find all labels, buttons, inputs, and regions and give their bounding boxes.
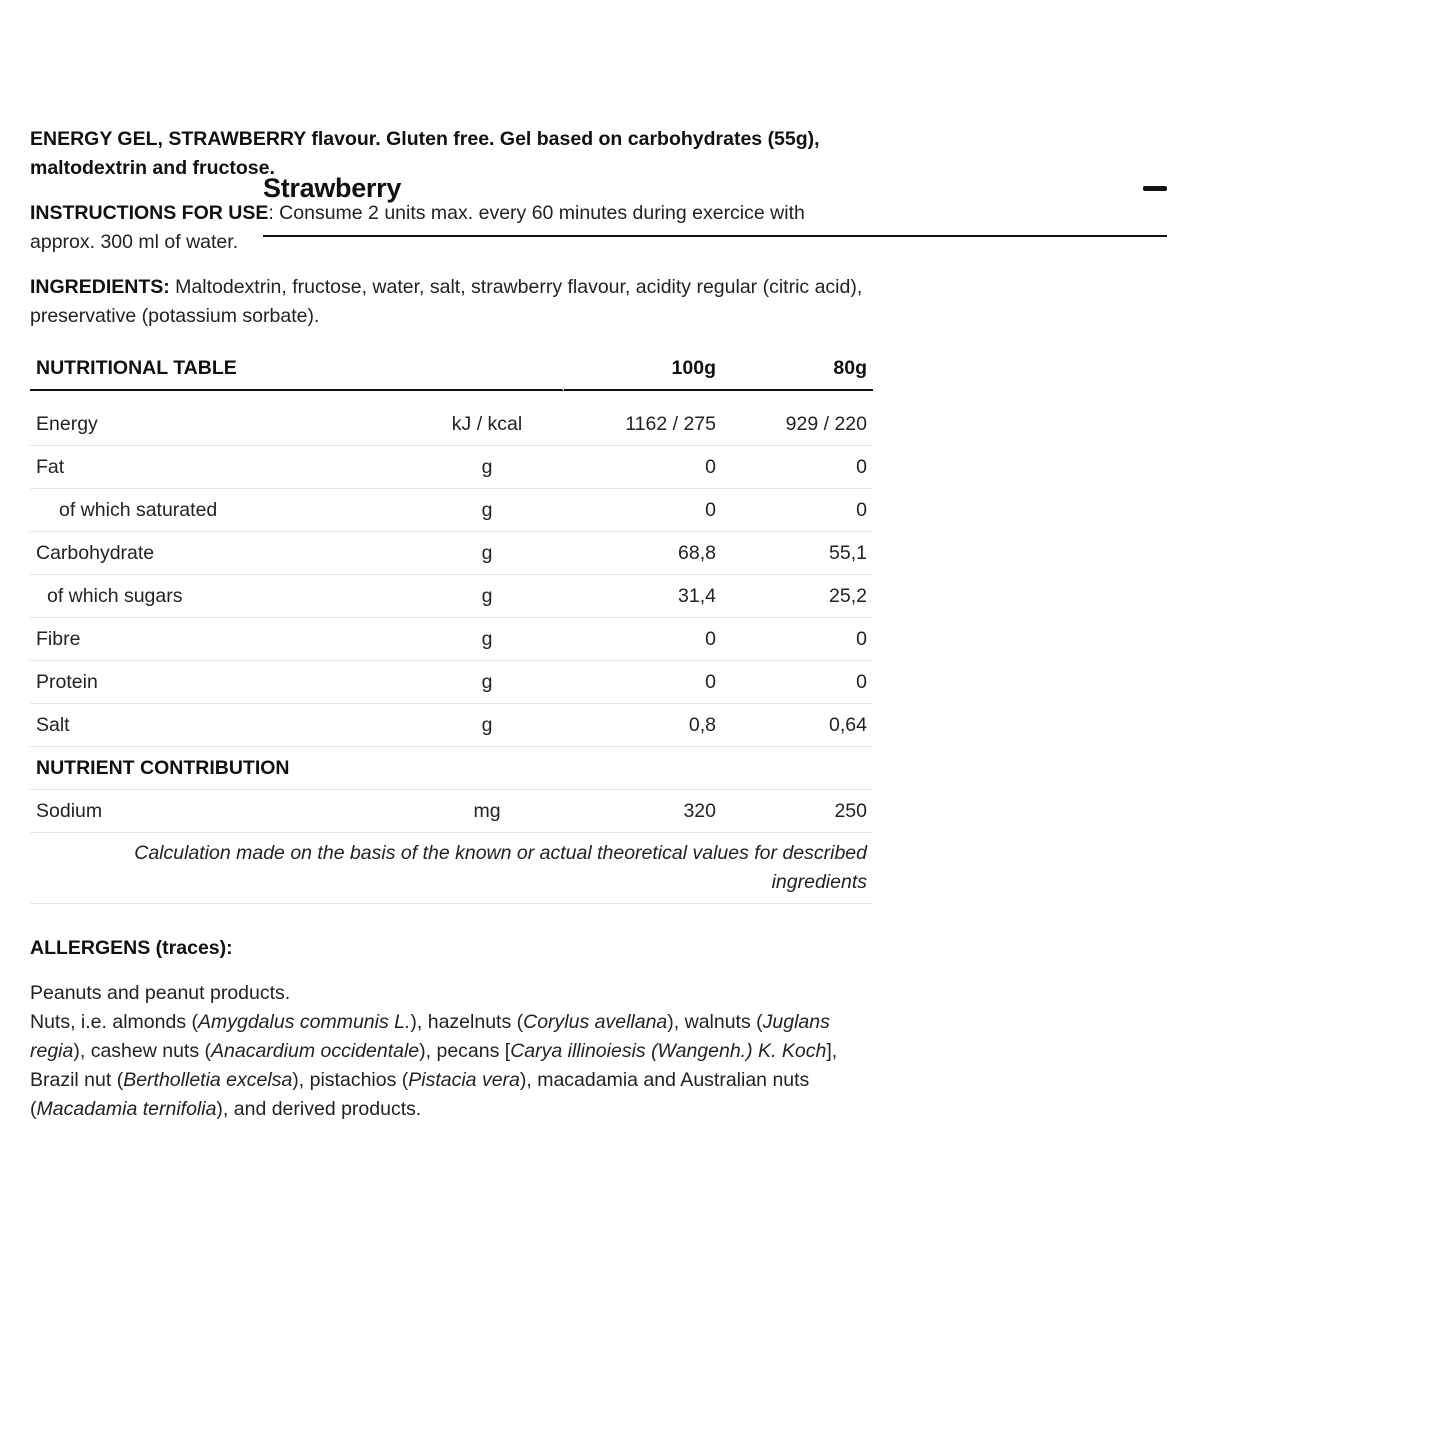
latin-name: Pistacia vera: [408, 1069, 520, 1091]
allergen-text: ], Brazil nut (: [30, 1040, 838, 1091]
nutrient-unit: kJ / kcal: [410, 391, 564, 446]
value-80g: 25,2: [722, 575, 873, 618]
nutrient-unit: g: [410, 532, 564, 575]
allergens-heading: ALLERGENS (traces):: [30, 937, 233, 959]
nutrient-unit: g: [410, 489, 564, 532]
allergen-text: ), cashew nuts (: [73, 1040, 212, 1062]
allergens-line-nuts: [30, 1008, 873, 1124]
value-80g: 0,64: [722, 704, 873, 747]
subheader-row: [30, 747, 873, 790]
accordion-title: Strawberry: [263, 173, 402, 203]
nutrient-name: of which saturated: [30, 489, 410, 532]
nutrient-unit: mg: [410, 790, 564, 833]
column-header-80g: 80g: [722, 347, 873, 391]
nutrient-unit: g: [410, 661, 564, 704]
value-80g: 0: [722, 618, 873, 661]
nutrient-unit: g: [410, 618, 564, 661]
nutrient-unit: g: [410, 446, 564, 489]
allergens-text: [30, 979, 873, 1124]
table-header-row: [30, 347, 873, 391]
allergen-text: ), macadamia and Australian nuts (: [30, 1069, 810, 1120]
allergens-line-peanuts: Peanuts and peanut products.: [30, 982, 291, 1004]
value-100g: 1162 / 275: [564, 391, 722, 446]
nutrient-name: Carbohydrate: [30, 532, 410, 575]
table-row: [30, 790, 873, 833]
allergen-text: ), pecans [: [419, 1040, 511, 1062]
table-row: [30, 446, 873, 489]
product-description: ENERGY GEL, STRAWBERRY flavour. Gluten free. Gel based on carbohydrates (55g), maltodextrin and fructose.: [30, 128, 820, 179]
value-100g: 0: [564, 618, 722, 661]
latin-name: Anacardium occidentale: [211, 1040, 420, 1062]
allergen-text: ), walnuts (: [667, 1011, 763, 1033]
instructions-label: INSTRUCTIONS FOR USE: [30, 202, 269, 224]
latin-name: Carya illinoiesis (Wangenh.) K. Koch: [510, 1040, 827, 1062]
latin-name: Bertholletia excelsa: [123, 1069, 293, 1091]
table-row: [30, 391, 873, 446]
value-80g: 250: [722, 790, 873, 833]
value-100g: 0: [564, 489, 722, 532]
instructions: [30, 199, 873, 257]
latin-name: Juglans regia: [30, 1011, 830, 1062]
nutrition-table: [30, 347, 873, 904]
calculation-note-text: Calculation made on the basis of the known or actual theoretical values for described ingredients: [134, 842, 867, 893]
table-title: NUTRITIONAL TABLE: [30, 347, 564, 391]
nutrient-contribution-heading: NUTRIENT CONTRIBUTION: [30, 747, 873, 790]
allergen-text: Nuts, i.e. almonds (: [30, 1011, 198, 1033]
latin-name: Corylus avellana: [523, 1011, 668, 1033]
latin-name: Macadamia ternifolia: [36, 1098, 217, 1120]
value-100g: 320: [564, 790, 722, 833]
nutrient-unit: g: [410, 575, 564, 618]
instructions-text: : Consume 2 units max. every 60 minutes during exercice with approx. 300 ml of water.: [30, 202, 805, 253]
table-row: [30, 575, 873, 618]
ingredients-label: INGREDIENTS:: [30, 276, 170, 298]
latin-name: Amygdalus communis L.: [197, 1011, 411, 1033]
calculation-note: [30, 833, 873, 904]
value-80g: 55,1: [722, 532, 873, 575]
table-row: [30, 661, 873, 704]
allergen-text: ), pistachios (: [292, 1069, 409, 1091]
value-100g: 0,8: [564, 704, 722, 747]
nutrient-name: of which sugars: [30, 575, 410, 618]
ingredients-text: Maltodextrin, fructose, water, salt, strawberry flavour, acidity regular (citric acid), preservative (potassium sorbate).: [30, 276, 863, 327]
value-80g: 929 / 220: [722, 391, 873, 446]
note-row: [30, 833, 873, 904]
value-100g: 68,8: [564, 532, 722, 575]
nutrient-name: Sodium: [30, 790, 410, 833]
table-row: [30, 704, 873, 747]
column-header-100g: 100g: [564, 347, 722, 391]
nutrient-name: Protein: [30, 661, 410, 704]
allergen-text: ), and derived products.: [216, 1098, 422, 1120]
table-row: [30, 532, 873, 575]
value-80g: 0: [722, 661, 873, 704]
value-100g: 31,4: [564, 575, 722, 618]
nutrient-name: Fat: [30, 446, 410, 489]
value-80g: 0: [722, 446, 873, 489]
allergen-text: ), hazelnuts (: [410, 1011, 524, 1033]
nutrient-name: Energy: [30, 391, 410, 446]
table-row: [30, 618, 873, 661]
value-100g: 0: [564, 446, 722, 489]
minus-icon[interactable]: [1143, 186, 1167, 191]
accordion-content: [30, 125, 873, 1124]
ingredients: [30, 273, 873, 331]
nutrient-unit: g: [410, 704, 564, 747]
nutrient-name: Fibre: [30, 618, 410, 661]
value-80g: 0: [722, 489, 873, 532]
value-100g: 0: [564, 661, 722, 704]
table-row: [30, 489, 873, 532]
nutrient-name: Salt: [30, 704, 410, 747]
